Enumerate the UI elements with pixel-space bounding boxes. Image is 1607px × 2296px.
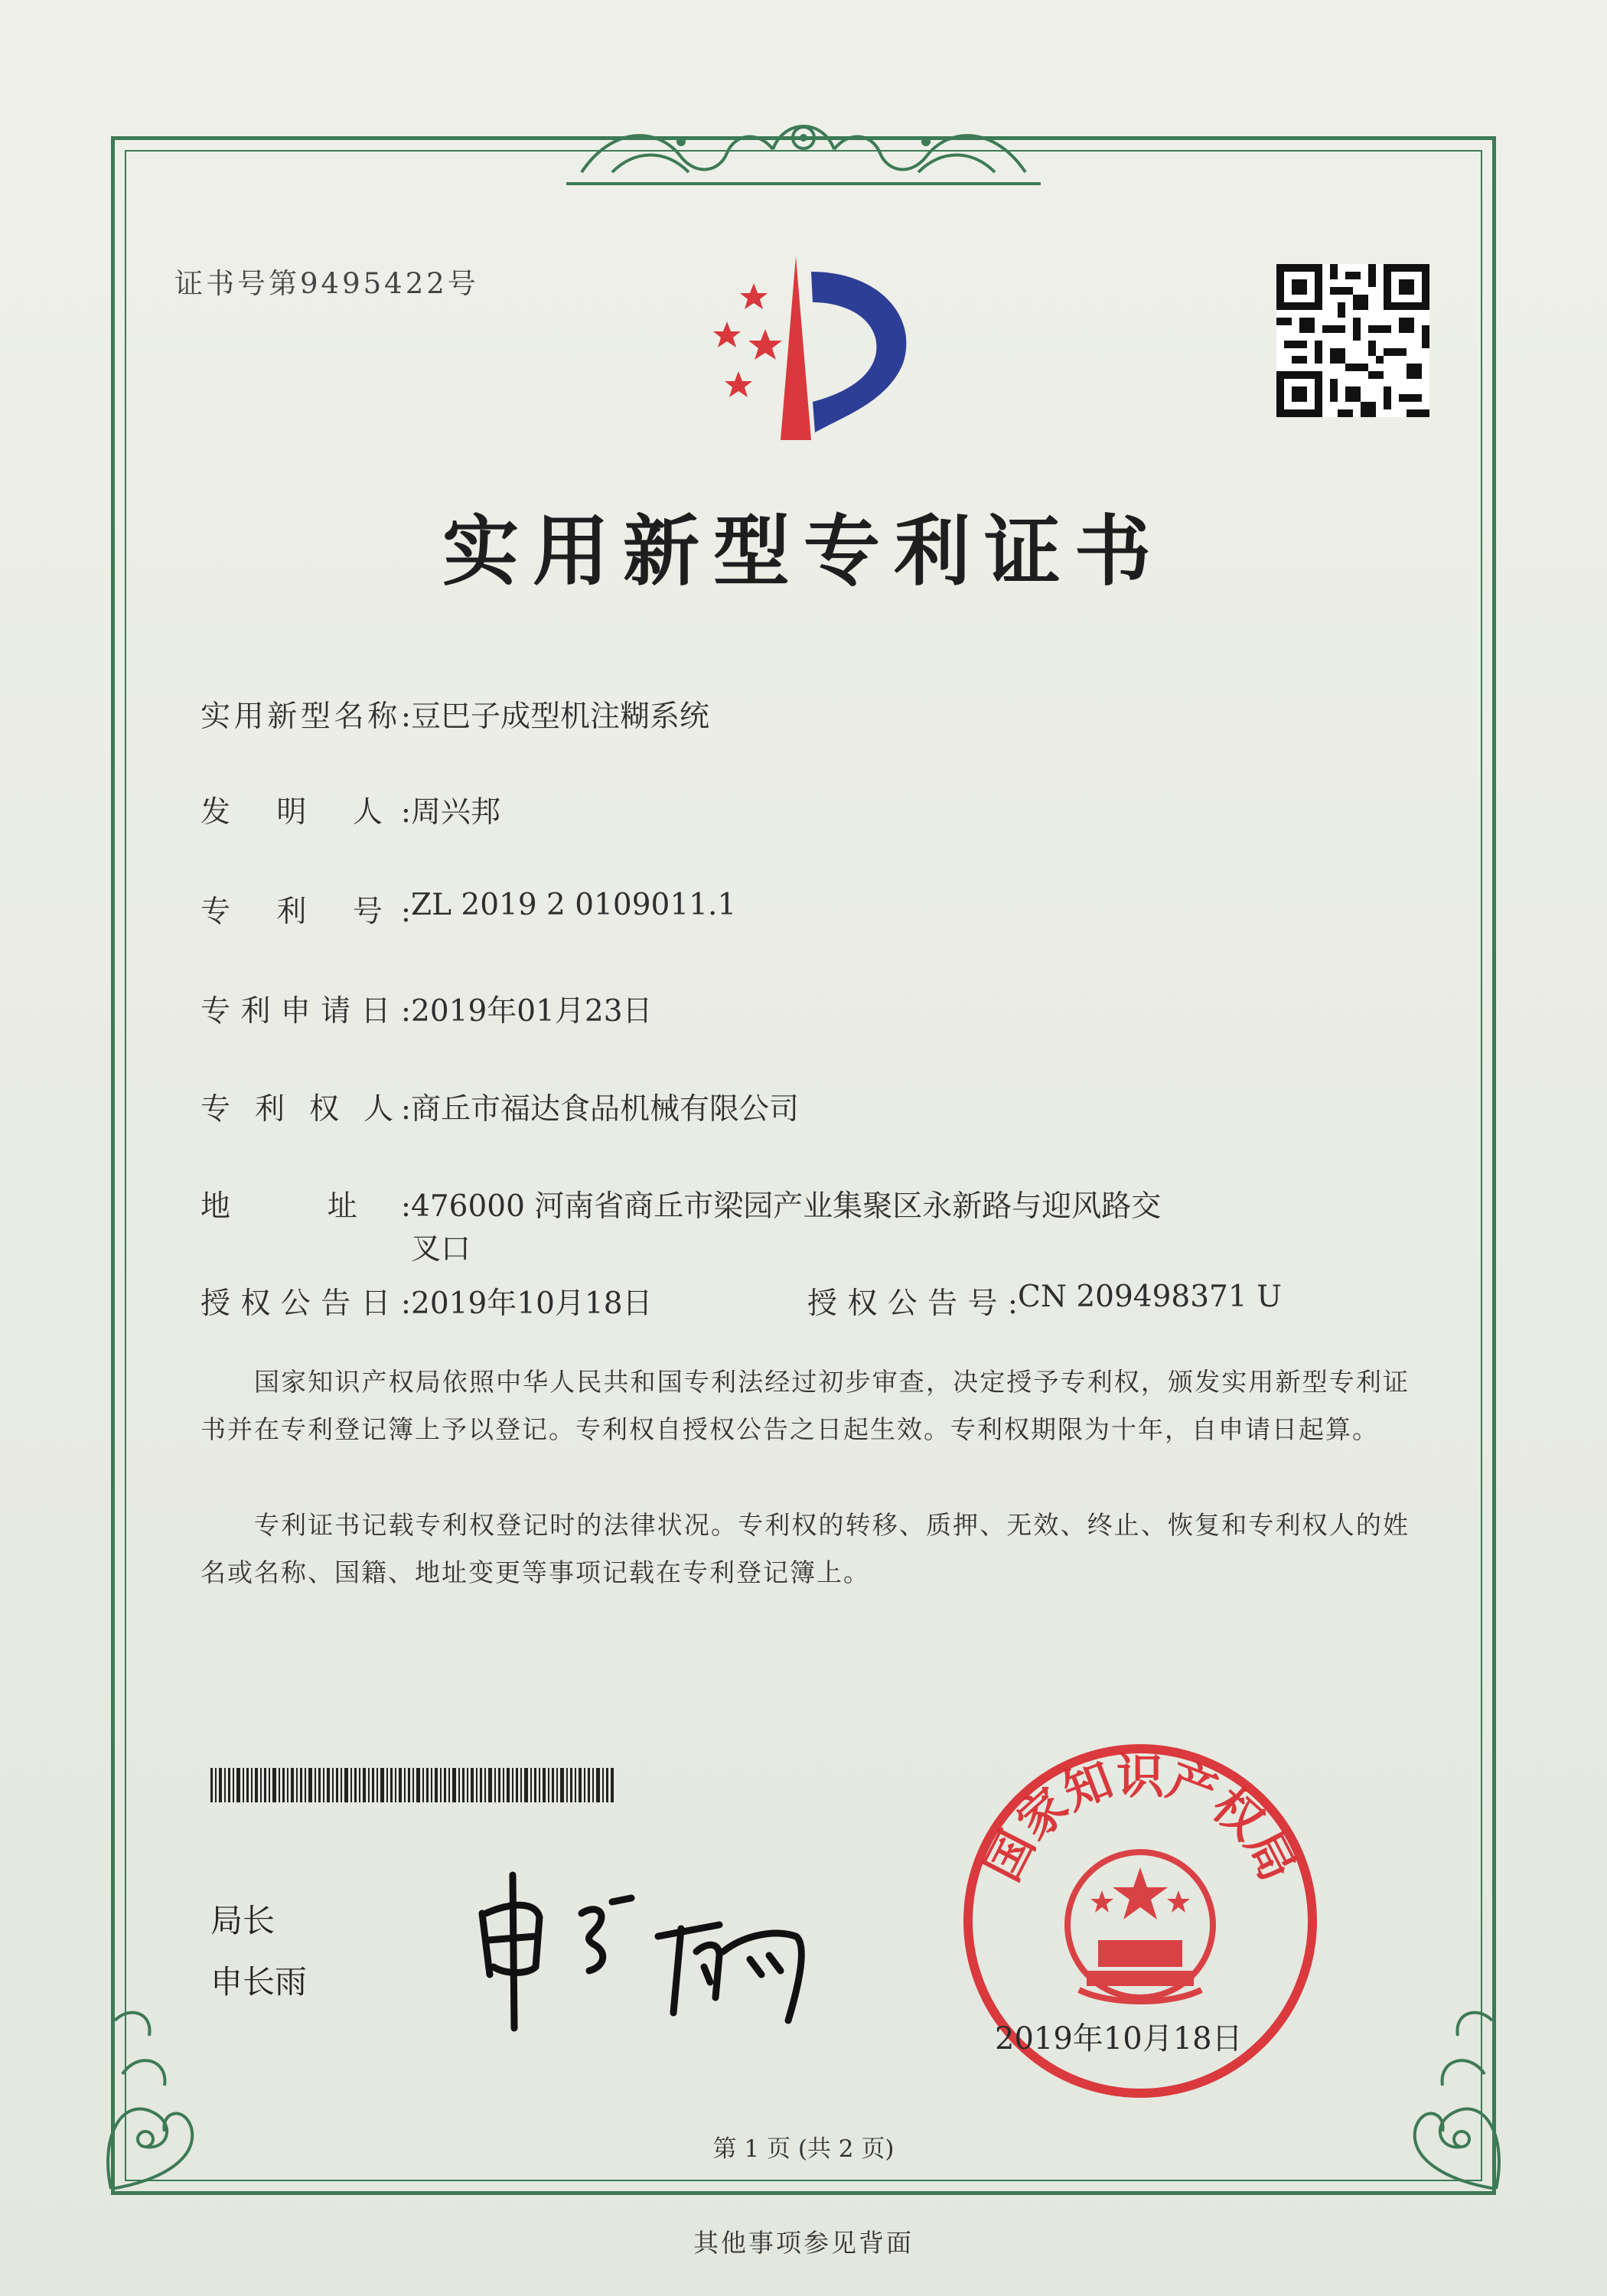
field-filing-date xyxy=(200,987,653,1030)
field-patentee xyxy=(200,1085,799,1128)
address-line-2: 叉口 xyxy=(411,1232,471,1267)
seal-text: 国家知识产权局 xyxy=(974,1748,1306,1890)
field-value: CN 209498371 U xyxy=(1018,1280,1282,1314)
page-indicator: 第 1 页 (共 2 页) xyxy=(712,2135,895,2163)
field-grant-number xyxy=(807,1280,1282,1322)
field-value: ZL 2019 2 0109011.1 xyxy=(411,888,737,922)
field-inventor xyxy=(200,788,500,831)
field-label: 专 利 权 人: xyxy=(200,1092,411,1127)
field-label: 专利申请日: xyxy=(200,994,411,1029)
address-line-1: 476000 河南省商丘市梁园产业集聚区永新路与迎风路交 xyxy=(411,1189,1162,1224)
seal-date: 2019年10月18日 xyxy=(995,2021,1243,2056)
field-grant-date xyxy=(200,1280,653,1322)
certificate-title: 实用新型专利证书 xyxy=(442,507,1165,596)
statement-paragraph-2: 专利证书记载专利权登记时的法律状况。专利权的转移、质押、无效、终止、恢复和专利权人的姓名或名称、国籍、地址变更等事项记载在专利登记簿上。 xyxy=(200,1510,1410,1587)
field-label: 专 利 号: xyxy=(200,895,411,929)
barcode-icon xyxy=(210,1768,616,1802)
field-value xyxy=(411,1182,1161,1268)
field-utility-model-name xyxy=(200,693,709,735)
field-label: 实用新型名称: xyxy=(200,700,411,734)
field-value: 商丘市福达食品机械有限公司 xyxy=(411,1092,800,1127)
field-label: 地 址: xyxy=(200,1189,411,1224)
field-label: 授权公告日: xyxy=(200,1287,411,1321)
top-ornament-icon xyxy=(566,96,1041,195)
cnipa-logo-icon xyxy=(681,249,934,448)
director-title: 局长 xyxy=(210,1902,275,1939)
field-value: 2019年10月18日 xyxy=(411,1287,653,1321)
director-block xyxy=(210,1890,307,2013)
field-patent-number xyxy=(200,888,736,931)
back-note: 其他事项参见背面 xyxy=(693,2228,914,2258)
field-label: 授权公告号: xyxy=(807,1287,1018,1321)
field-label: 发 明 人: xyxy=(200,795,411,830)
signature-icon xyxy=(467,1860,826,2036)
field-value: 2019年01月23日 xyxy=(411,994,653,1029)
field-address xyxy=(200,1182,1161,1268)
field-value: 豆巴子成型机注糊系统 xyxy=(411,700,710,734)
director-name: 申长雨 xyxy=(210,1963,308,2001)
field-value: 周兴邦 xyxy=(411,795,501,830)
certificate-number: 证书号第9495422号 xyxy=(174,267,479,300)
statement-paragraph-1: 国家知识产权局依照中华人民共和国专利法经过初步审查，决定授予专利权，颁发实用新型专利证书并在专利登记簿上予以登记。专利权自授权公告之日起生效。专利权期限为十年，自申请日起算。 xyxy=(200,1367,1410,1444)
qr-code-icon xyxy=(1276,264,1429,417)
